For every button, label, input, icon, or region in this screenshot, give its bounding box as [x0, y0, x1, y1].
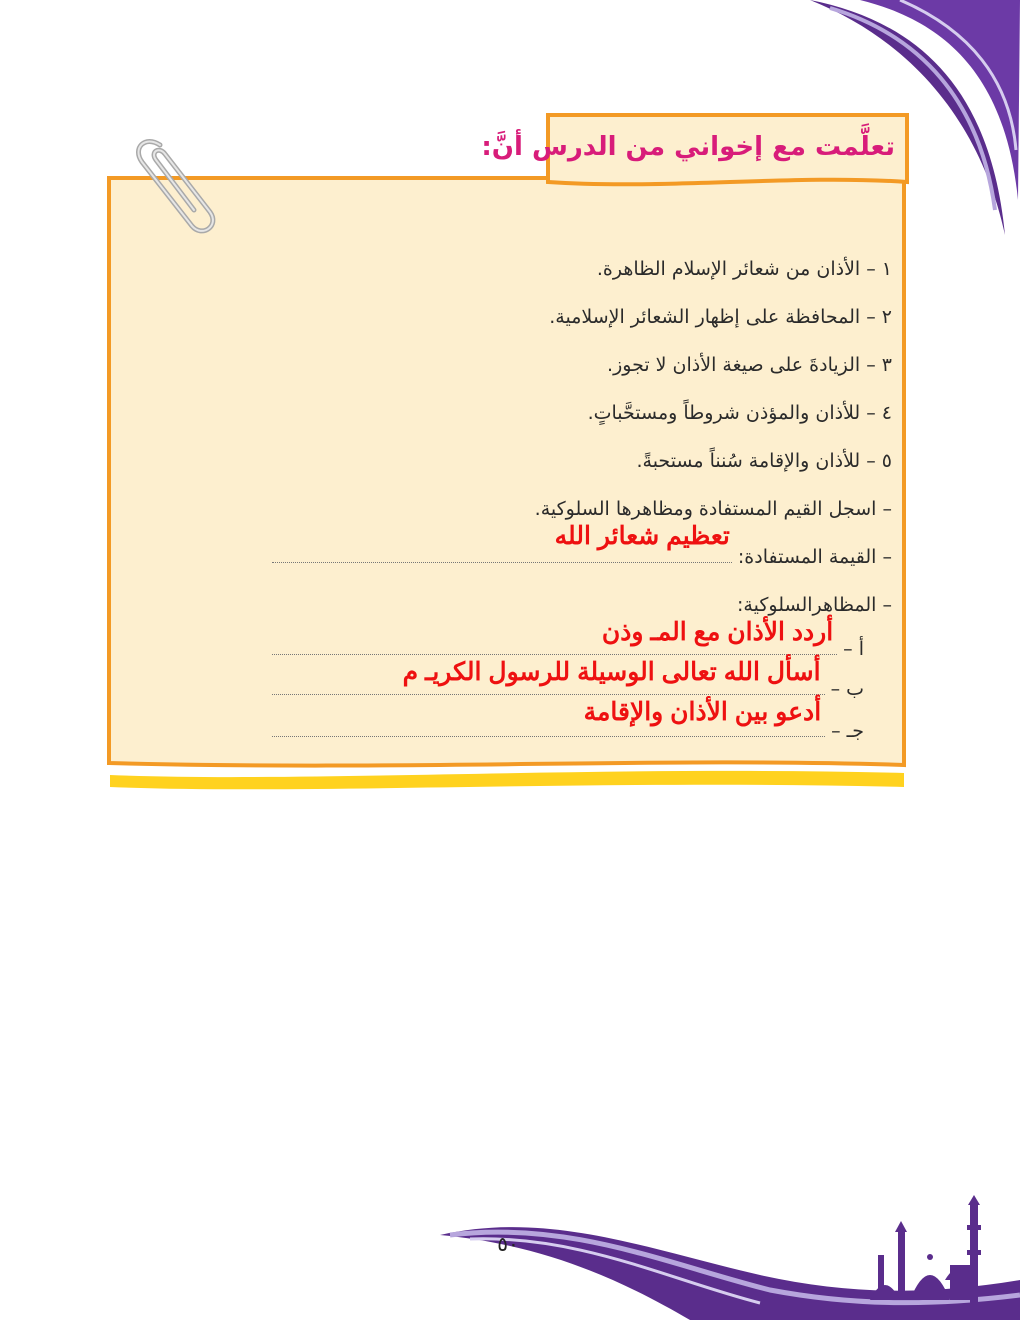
- value-answer-field[interactable]: [272, 522, 732, 563]
- behavior-label-c: جـ –: [831, 720, 864, 742]
- summary-point-1: ١ – الأذان من شعائر الإسلام الظاهرة.: [596, 258, 892, 280]
- behavior-answer-c: أدعو بين الأذان والإقامة: [583, 698, 822, 726]
- summary-point-2: ٢ – المحافظة على إظهار الشعائر الإسلامية.: [549, 306, 892, 328]
- behavior-row-c: [272, 698, 892, 753]
- page-number: ٥٠: [497, 1232, 519, 1256]
- paperclip-icon: [130, 130, 225, 235]
- mosque-silhouette-decoration: [430, 1195, 1020, 1320]
- behaviors-label: – المظاهرالسلوكية:: [737, 594, 892, 616]
- summary-point-3: ٣ – الزيادةَ على صيغة الأذان لا تجوز.: [607, 354, 892, 376]
- behavior-answer-b: أسأل الله تعالى الوسيلة للرسول الكريـ م: [402, 658, 821, 686]
- behavior-answer-a: أردد الأذان مع المـ وذن: [601, 618, 834, 646]
- title-tab: [481, 112, 911, 190]
- value-row: [272, 522, 892, 581]
- value-label: – القيمة المستفادة:: [737, 546, 892, 568]
- behavior-answer-field-c[interactable]: [272, 698, 825, 737]
- value-answer: تعظيم شعائر الله: [554, 522, 730, 550]
- instruction-text: – اسجل القيم المستفادة ومظاهرها السلوكية.: [534, 498, 892, 520]
- page-title: تعلَّمت مع إخواني من الدرس أنَّ:: [481, 132, 895, 162]
- summary-list: [272, 245, 892, 753]
- behavior-label-b: ب –: [830, 678, 864, 700]
- summary-point-4: ٤ – للأذان والمؤذن شروطاً ومستحَّباتٍ.: [587, 402, 892, 424]
- summary-point-5: ٥ – للأذان والإقامة سُنناً مستحبةً.: [636, 450, 892, 472]
- behavior-label-a: أ –: [843, 638, 864, 660]
